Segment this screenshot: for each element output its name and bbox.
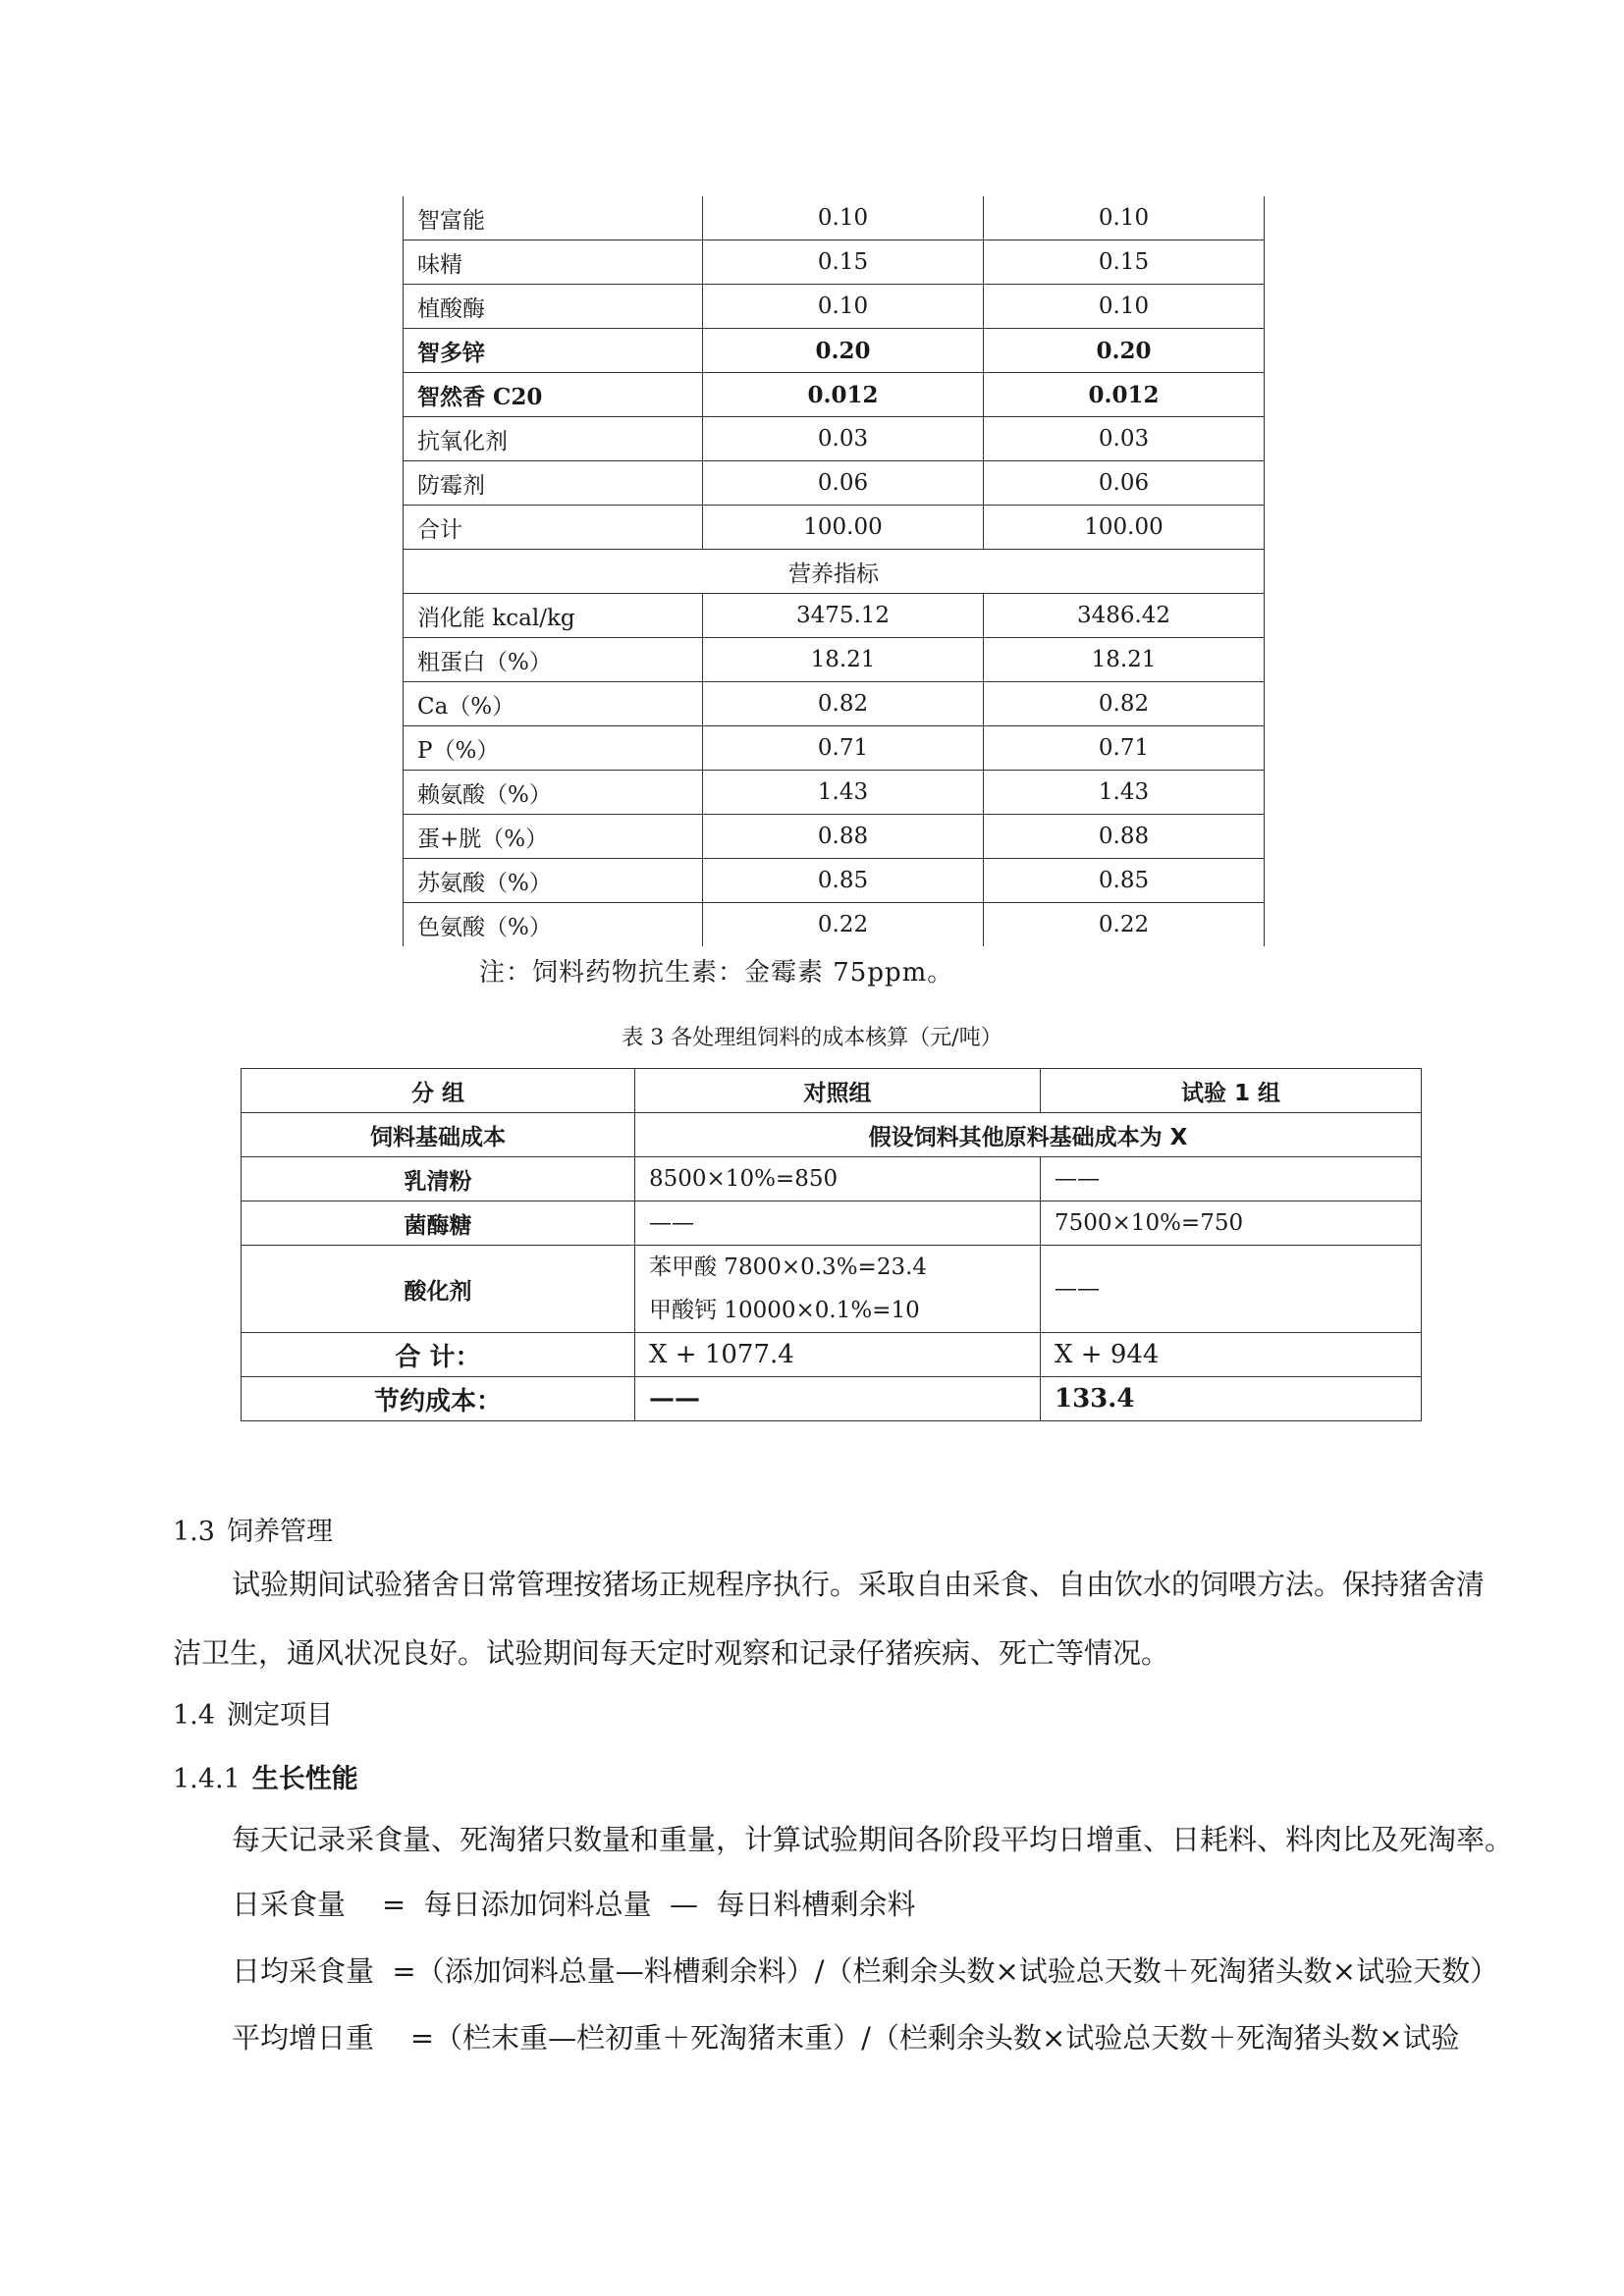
ingredient-row [404,594,1265,638]
value-trial: 3486.42 [984,594,1265,638]
value-trial: 0.20 [984,329,1265,373]
value-control: 0.06 [703,461,984,506]
ingredient-row [404,506,1265,550]
mos-label: 菌酶糖 [242,1201,635,1246]
value-trial: 0.10 [984,285,1265,329]
value-control: 0.85 [703,859,984,903]
value-control: 0.10 [703,196,984,240]
value-trial: 1.43 [984,771,1265,815]
section-title: 测定项目 [226,1700,333,1731]
formula: 日均采食量 =（添加饲料总量—料槽剩余料）/（栏剩余头数×试验总天数＋死淘猪头数×试验天数） [232,1954,1499,1988]
value-trial: 0.88 [984,815,1265,859]
ingredient-row [404,417,1265,461]
value-trial: 0.03 [984,417,1265,461]
value-control: 0.82 [703,682,984,726]
base-cost-value: 假设饲料其他原料基础成本为 X [635,1113,1422,1157]
value-control: 100.00 [703,506,984,550]
paragraph: 洁卫生，通风状况良好。试验期间每天定时观察和记录仔猪疾病、死亡等情况。 [173,1636,1170,1670]
value-control: 0.22 [703,903,984,947]
formula: 日采食量 = 每日添加饲料总量 — 每日料槽剩余料 [232,1888,916,1921]
formula: 平均增日重 =（栏末重—栏初重＋死淘猪末重）/（栏剩余头数×试验总天数＋死淘猪头数×试验 [232,2021,1460,2055]
value-trial: 0.82 [984,682,1265,726]
section-title: 生长性能 [251,1764,358,1794]
ingredient-row [404,815,1265,859]
value-trial: 0.10 [984,196,1265,240]
ingredient-name: 色氨酸（%） [404,903,703,947]
value-control: 18.21 [703,638,984,682]
cost-table-row [242,1201,1422,1246]
table-3-caption: 表 3 各处理组饲料的成本核算（元/吨） [622,1026,1002,1050]
ingredient-name: 苏氨酸（%） [404,859,703,903]
mos-control: —— [635,1201,1041,1246]
ingredient-row [404,903,1265,947]
value-control: 0.10 [703,285,984,329]
ingredient-name: 智多锌 [404,329,703,373]
header-group: 分 组 [242,1069,635,1113]
section-heading [173,1693,333,1732]
ingredient-name: 抗氧化剂 [404,417,703,461]
acidifier-control-line: 甲酸钙 10000×0.1%=10 [649,1298,920,1323]
section-title: 饲养管理 [226,1517,333,1547]
acidifier-label: 酸化剂 [242,1246,635,1333]
ingredient-name: 赖氨酸（%） [404,771,703,815]
value-control: 0.03 [703,417,984,461]
acidifier-control [635,1246,1041,1333]
cost-table-row [242,1333,1422,1377]
acidifier-control-line: 苯甲酸 7800×0.3%=23.4 [649,1255,928,1280]
ingredient-row [404,373,1265,417]
value-control: 1.43 [703,771,984,815]
cost-table-header-row [242,1069,1422,1113]
paragraph: 每天记录采食量、死淘猪只数量和重量，计算试验期间各阶段平均日增重、日耗料、料肉比及死淘率。 [232,1823,1514,1856]
ingredient-row [404,196,1265,240]
ingredient-name: 粗蛋白（%） [404,638,703,682]
value-trial: 100.00 [984,506,1265,550]
table-note: 注：饲料药物抗生素：金霉素 75ppm。 [479,958,954,988]
section-number: 1.3 [173,1517,215,1547]
whey-label: 乳清粉 [242,1157,635,1201]
total-control: X + 1077.4 [635,1333,1041,1377]
header-trial: 试验 1 组 [1041,1069,1422,1113]
whey-control: 8500×10%=850 [635,1157,1041,1201]
value-control: 0.15 [703,240,984,285]
total-trial: X + 944 [1041,1333,1422,1377]
saving-trial: 133.4 [1041,1377,1422,1421]
ingredient-name: 植酸酶 [404,285,703,329]
ingredient-row [404,329,1265,373]
ingredient-row [404,859,1265,903]
value-control: 0.012 [703,373,984,417]
ingredient-name: 防霉剂 [404,461,703,506]
ingredient-row [404,726,1265,771]
value-trial: 0.06 [984,461,1265,506]
value-trial: 0.15 [984,240,1265,285]
ingredient-name: Ca（%） [404,682,703,726]
acidifier-trial: —— [1041,1246,1422,1333]
nutrition-section-label: 营养指标 [404,550,1265,594]
saving-control: —— [635,1377,1041,1421]
paragraph: 试验期间试验猪舍日常管理按猪场正规程序执行。采取自由采食、自由饮水的饲喂方法。保持猪舍清 [232,1568,1486,1601]
value-trial: 18.21 [984,638,1265,682]
ingredient-row [404,461,1265,506]
saving-label: 节约成本： [242,1377,635,1421]
section-heading [173,1510,333,1548]
subsection-heading [173,1757,358,1795]
value-trial: 0.22 [984,903,1265,947]
ingredient-row [404,285,1265,329]
total-label: 合 计： [242,1333,635,1377]
value-trial: 0.71 [984,726,1265,771]
whey-trial: —— [1041,1157,1422,1201]
value-control: 0.88 [703,815,984,859]
cost-table-row [242,1157,1422,1201]
ingredient-row [404,682,1265,726]
section-number: 1.4 [173,1700,215,1731]
section-row [404,550,1265,594]
ingredient-table [403,196,1265,946]
ingredient-row [404,240,1265,285]
ingredient-name: 味精 [404,240,703,285]
cost-table-row [242,1113,1422,1157]
value-trial: 0.85 [984,859,1265,903]
ingredient-name: 消化能 kcal/kg [404,594,703,638]
mos-trial: 7500×10%=750 [1041,1201,1422,1246]
value-trial: 0.012 [984,373,1265,417]
ingredient-name: 合计 [404,506,703,550]
ingredient-name: 蛋+胱（%） [404,815,703,859]
section-number: 1.4.1 [173,1764,241,1794]
ingredient-name: 智富能 [404,196,703,240]
value-control: 0.20 [703,329,984,373]
cost-table-row [242,1246,1422,1333]
cost-table [241,1068,1422,1421]
header-control: 对照组 [635,1069,1041,1113]
ingredient-name: 智然香 C20 [404,373,703,417]
ingredient-name: P（%） [404,726,703,771]
cost-table-row [242,1377,1422,1421]
ingredient-row [404,771,1265,815]
value-control: 3475.12 [703,594,984,638]
ingredient-row [404,638,1265,682]
base-cost-label: 饲料基础成本 [242,1113,635,1157]
value-control: 0.71 [703,726,984,771]
